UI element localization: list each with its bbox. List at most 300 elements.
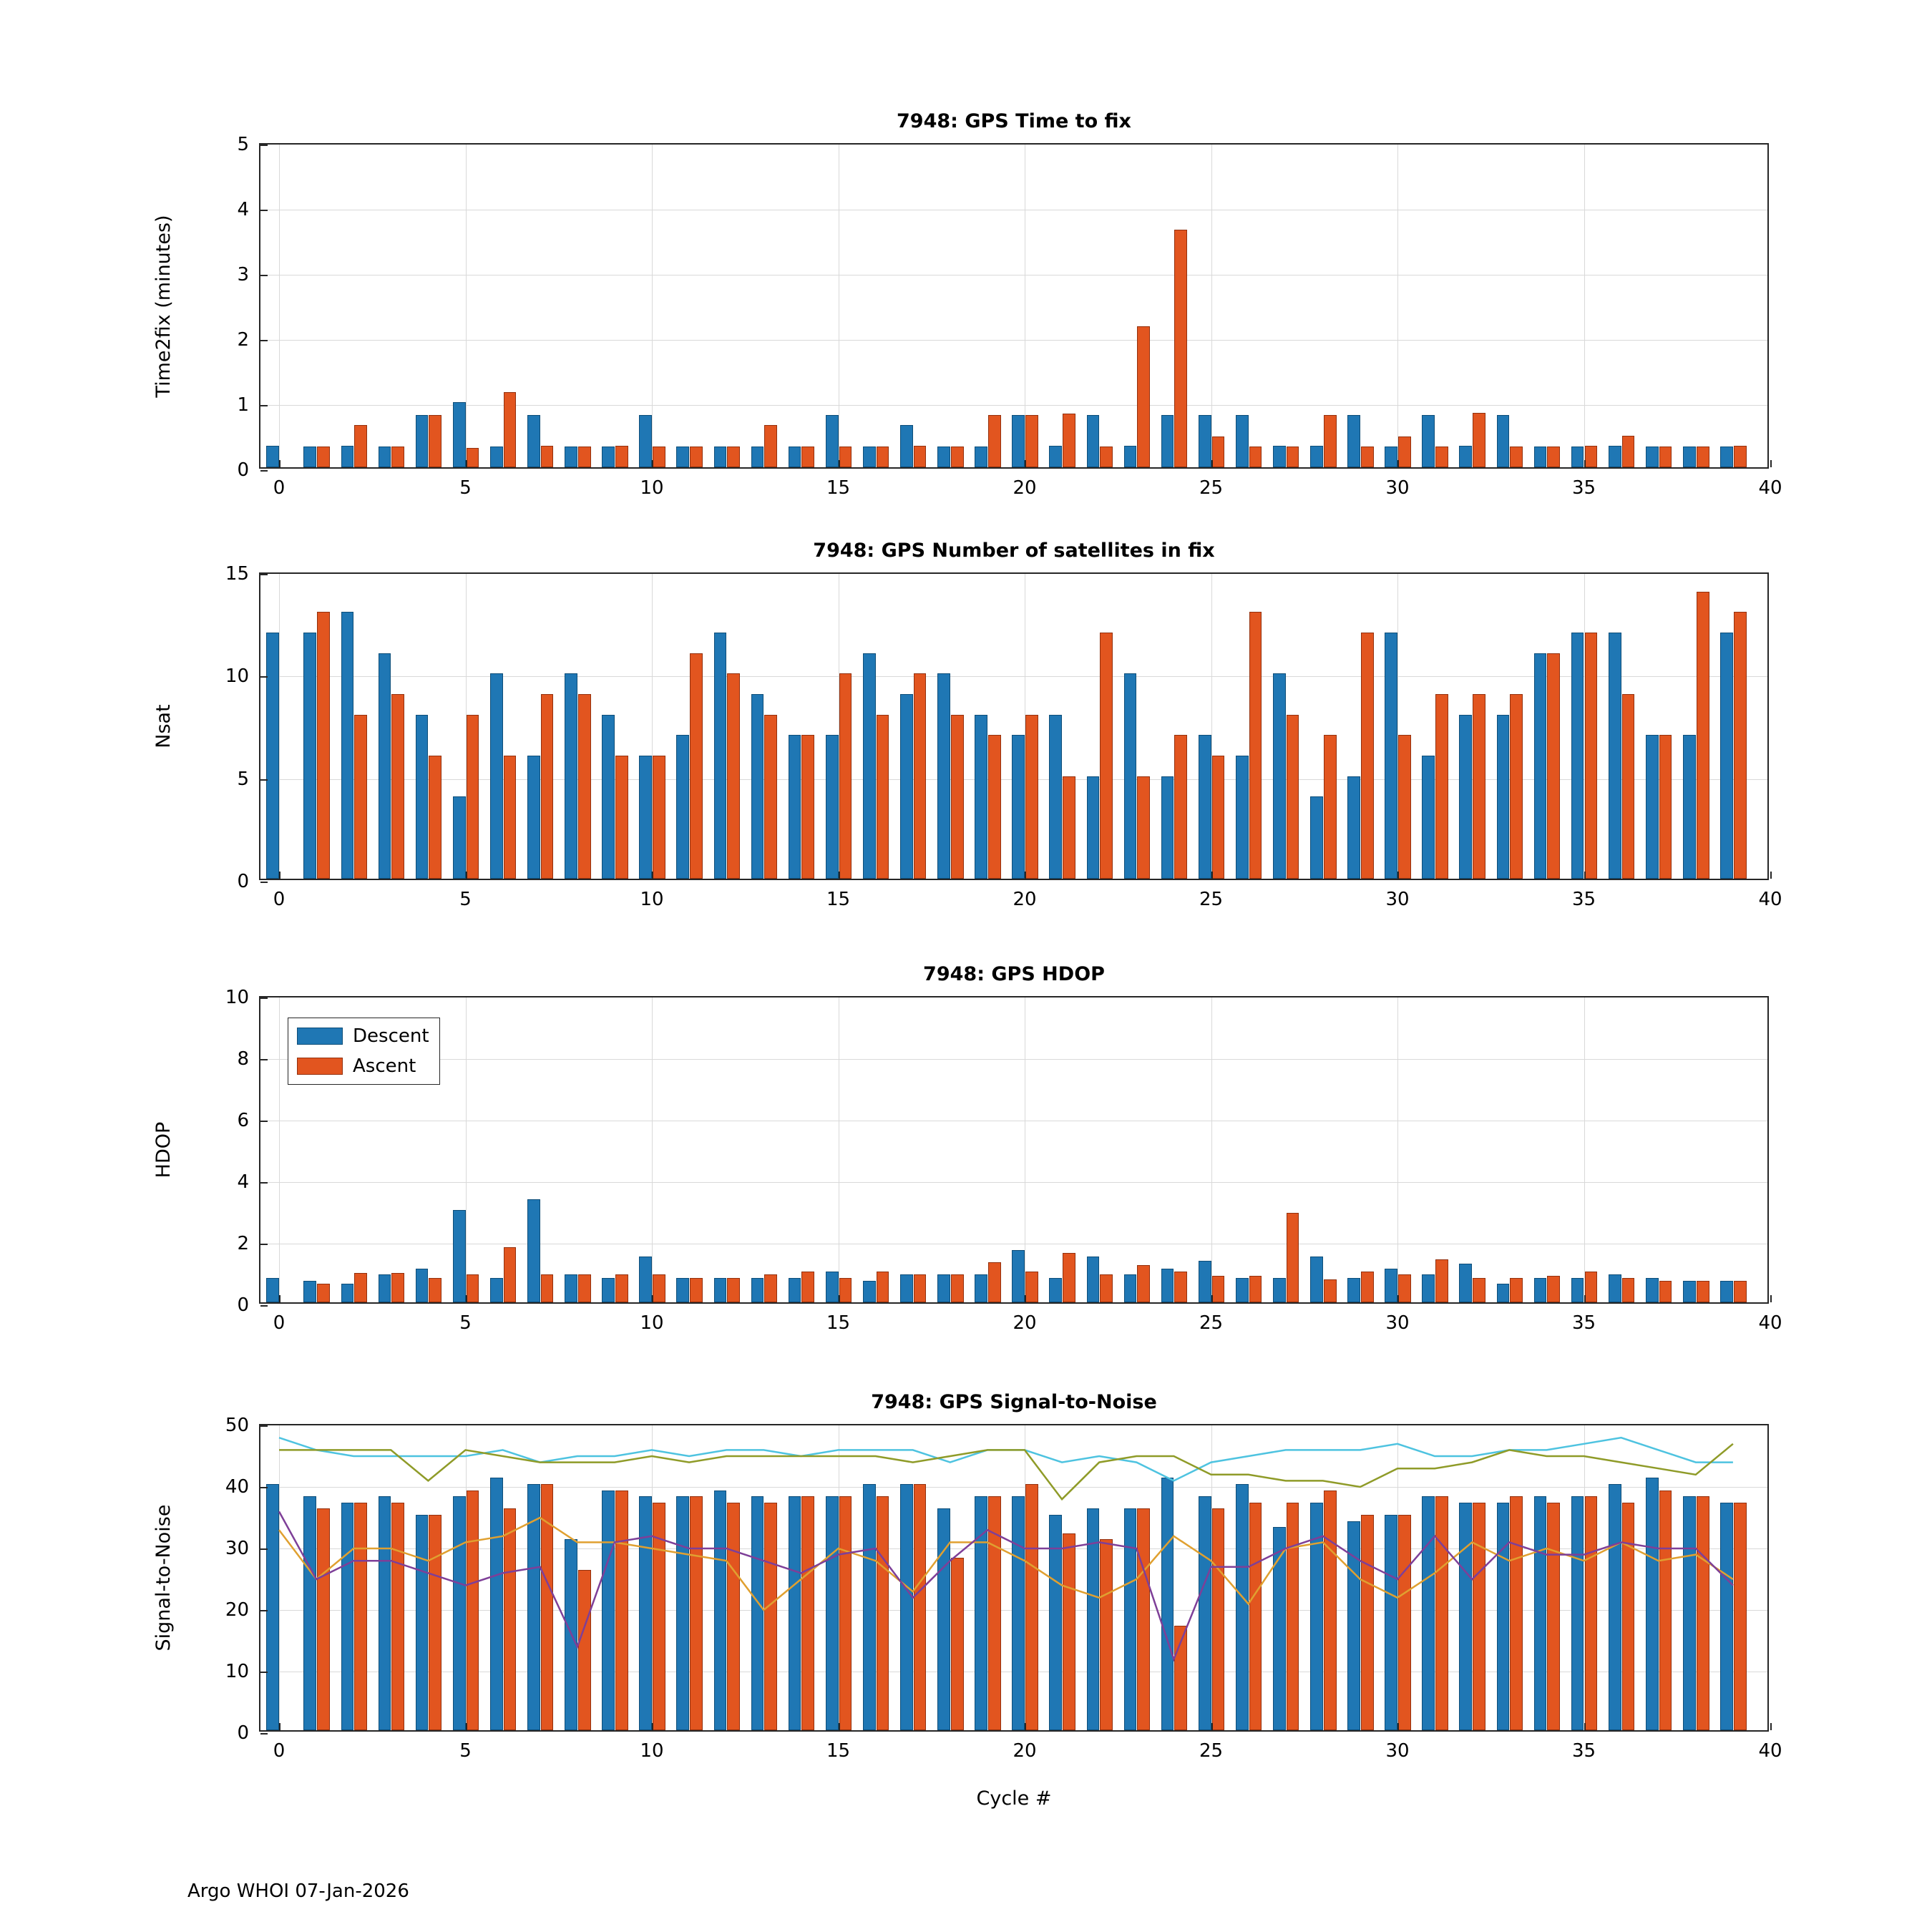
snr-line-overlay [260, 1425, 1770, 1733]
bar-descent [303, 633, 316, 879]
bar-ascent [1137, 1265, 1150, 1302]
snr-line-olive [279, 1444, 1733, 1499]
bar-descent [527, 756, 540, 879]
x-tick-label: 20 [1013, 477, 1037, 499]
bar-descent [639, 1257, 652, 1303]
x-tickmark [279, 460, 280, 467]
x-tick-label: 0 [273, 889, 286, 910]
legend-swatch-ascent [297, 1058, 343, 1075]
bar-ascent [951, 1274, 964, 1302]
bar-ascent [1249, 612, 1262, 879]
gridline-vertical [466, 997, 467, 1302]
x-tickmark [1584, 1723, 1586, 1730]
bar-ascent [615, 1274, 628, 1302]
y-tickmark [260, 1121, 268, 1122]
chart-panel-hdop [152, 963, 1782, 1334]
bar-ascent [1212, 756, 1225, 879]
x-tickmark [1584, 1295, 1586, 1302]
bar-ascent [1137, 776, 1150, 879]
bar-descent [1199, 1261, 1211, 1302]
bar-ascent [1249, 1276, 1262, 1302]
bar-ascent [1287, 447, 1299, 467]
bar-descent [1087, 415, 1100, 467]
plot-axes [225, 1415, 1782, 1762]
x-tickmark [1397, 1295, 1399, 1302]
bar-descent [826, 415, 839, 467]
bar-descent [1646, 447, 1659, 467]
bar-descent [639, 415, 652, 467]
bar-ascent [690, 447, 703, 467]
x-tickmark [1770, 1723, 1772, 1730]
bar-descent [1683, 735, 1696, 879]
bar-ascent [615, 446, 628, 467]
bar-ascent [504, 392, 517, 467]
bar-descent [676, 1278, 689, 1302]
y-axis-label: Nsat [152, 704, 175, 748]
x-tickmark [652, 460, 653, 467]
y-tick-label: 2 [237, 1233, 249, 1254]
x-tickmark [466, 1295, 467, 1302]
bar-ascent [764, 425, 777, 467]
bar-ascent [504, 1247, 517, 1302]
bar-ascent [1398, 1274, 1411, 1302]
x-tick-label: 20 [1013, 1312, 1037, 1334]
bar-descent [527, 1199, 540, 1302]
bar-descent [1161, 776, 1174, 879]
y-tickmark [260, 1244, 268, 1245]
x-tickmark [839, 1295, 840, 1302]
bar-descent [565, 447, 577, 467]
bar-descent [1236, 1278, 1249, 1302]
bar-descent [1087, 776, 1100, 879]
bar-descent [1347, 776, 1360, 879]
x-tick-label: 25 [1199, 477, 1224, 499]
bar-descent [565, 1274, 577, 1302]
bar-ascent [354, 715, 367, 879]
bar-ascent [615, 756, 628, 879]
y-tickmark [260, 1182, 268, 1184]
x-tickmark [1584, 872, 1586, 879]
bar-ascent [1324, 1279, 1337, 1302]
bar-descent [1609, 446, 1621, 467]
bar-descent [565, 673, 577, 879]
bar-ascent [1287, 715, 1299, 879]
bar-ascent [354, 425, 367, 467]
plot-title: 7948: GPS Number of satellites in fix [813, 540, 1215, 562]
bar-ascent [1137, 326, 1150, 467]
bar-descent [751, 447, 764, 467]
bar-ascent [1361, 447, 1374, 467]
bar-ascent [467, 1274, 479, 1302]
bar-ascent [1734, 446, 1747, 467]
bar-ascent [727, 673, 740, 879]
bar-ascent [391, 1273, 404, 1302]
y-tickmark [260, 1733, 268, 1735]
bar-ascent [1063, 414, 1075, 467]
bar-descent [1422, 756, 1435, 879]
bar-ascent [1212, 1276, 1225, 1302]
x-tickmark [1584, 460, 1586, 467]
bar-ascent [1324, 735, 1337, 879]
bar-ascent [1510, 447, 1523, 467]
bar-ascent [727, 447, 740, 467]
y-tickmark [260, 882, 268, 883]
bar-descent [1459, 446, 1472, 467]
bar-ascent [801, 447, 814, 467]
x-tickmark [652, 872, 653, 879]
x-tickmark [1397, 460, 1399, 467]
bar-descent [1459, 1264, 1472, 1302]
bar-descent [1161, 415, 1174, 467]
bar-descent [602, 1278, 615, 1302]
y-tick-label: 3 [237, 264, 249, 286]
y-tickmark [260, 470, 268, 472]
y-tickmark [260, 210, 268, 211]
y-tick-label: 5 [237, 134, 249, 155]
bar-ascent [1398, 735, 1411, 879]
bar-ascent [877, 715, 889, 879]
bar-descent [453, 402, 466, 467]
plot-title: 7948: GPS Time to fix [897, 110, 1131, 132]
x-tickmark [839, 872, 840, 879]
gridline-horizontal [260, 1059, 1767, 1060]
bar-descent [1534, 653, 1547, 879]
bar-ascent [317, 1284, 330, 1302]
y-tickmark [260, 145, 268, 146]
bar-descent [1534, 1278, 1547, 1302]
x-tick-label: 40 [1758, 1740, 1782, 1762]
y-tick-label: 5 [237, 768, 249, 790]
x-tickmark [1211, 460, 1213, 467]
x-tickmark [466, 872, 467, 879]
bar-descent [1347, 1278, 1360, 1302]
bar-ascent [1435, 447, 1448, 467]
bar-descent [1049, 715, 1062, 879]
bar-ascent [801, 1272, 814, 1302]
gridline-vertical [1211, 145, 1212, 467]
y-tickmark [260, 779, 268, 781]
bar-ascent [1100, 447, 1113, 467]
x-tickmark [1211, 1723, 1213, 1730]
y-tick-label: 10 [225, 665, 249, 688]
bar-descent [863, 653, 876, 879]
y-tick-label: 20 [225, 1599, 249, 1621]
y-tickmark [260, 1672, 268, 1673]
bar-ascent [541, 1274, 554, 1302]
snr-line-cyan [279, 1438, 1733, 1480]
x-tick-label: 15 [826, 1312, 851, 1334]
bar-descent [751, 694, 764, 879]
x-tickmark [839, 460, 840, 467]
x-tick-label: 25 [1199, 1312, 1224, 1334]
x-tickmark [1025, 1295, 1026, 1302]
x-tickmark [652, 1295, 653, 1302]
bar-descent [789, 1278, 801, 1302]
bar-ascent [391, 447, 404, 467]
bar-descent [863, 1281, 876, 1302]
bar-descent [714, 447, 727, 467]
chart-panel-time-to-fix [152, 110, 1782, 499]
bar-descent [937, 673, 950, 879]
bar-descent [527, 415, 540, 467]
y-tickmark [260, 340, 268, 341]
bar-descent [639, 756, 652, 879]
y-tick-label: 1 [237, 394, 249, 416]
bar-descent [602, 715, 615, 879]
legend-label-ascent: Ascent [353, 1055, 416, 1077]
bar-descent [266, 633, 279, 879]
y-tickmark [260, 1548, 268, 1550]
x-tick-label: 35 [1571, 1312, 1596, 1334]
y-tick-label: 15 [225, 563, 249, 585]
bar-ascent [467, 715, 479, 879]
y-tick-label: 30 [225, 1538, 249, 1559]
bar-descent [1310, 446, 1323, 467]
x-tick-label: 10 [640, 1740, 664, 1762]
bar-ascent [578, 694, 591, 879]
bar-ascent [653, 447, 665, 467]
y-axis-label: Time2fix (minutes) [152, 214, 175, 398]
bar-descent [379, 653, 391, 879]
plot-title: 7948: GPS HDOP [923, 963, 1105, 985]
bar-ascent [690, 653, 703, 879]
y-tickmark [260, 1305, 268, 1307]
bar-descent [826, 735, 839, 879]
snr-line-purple [279, 1511, 1733, 1659]
bar-ascent [429, 756, 441, 879]
bar-descent [676, 447, 689, 467]
bar-descent [1012, 735, 1025, 879]
bar-ascent [690, 1278, 703, 1302]
bar-ascent [429, 1278, 441, 1302]
x-tickmark [466, 460, 467, 467]
legend-item-descent [297, 1025, 429, 1047]
bar-descent [1571, 1278, 1584, 1302]
x-tick-label: 15 [826, 477, 851, 499]
bar-descent [416, 1269, 429, 1302]
bar-ascent [877, 1272, 889, 1302]
bar-ascent [1174, 735, 1187, 879]
bar-ascent [504, 756, 517, 879]
bar-ascent [1361, 1272, 1374, 1302]
bar-descent [1347, 415, 1360, 467]
bar-descent [1683, 1281, 1696, 1302]
bar-ascent [1585, 446, 1598, 467]
bar-descent [379, 447, 391, 467]
x-tick-label: 30 [1385, 1312, 1410, 1334]
x-tick-label: 5 [459, 1312, 472, 1334]
gridline-horizontal [260, 340, 1767, 341]
x-tick-label: 40 [1758, 1312, 1782, 1334]
x-tickmark [1770, 1295, 1772, 1302]
bar-ascent [1659, 735, 1672, 879]
bar-descent [789, 447, 801, 467]
bar-descent [751, 1278, 764, 1302]
bar-ascent [1622, 436, 1635, 467]
y-tickmark [260, 1610, 268, 1611]
bar-descent [1422, 1274, 1435, 1302]
x-tickmark [652, 1723, 653, 1730]
bar-descent [490, 447, 503, 467]
y-tick-label: 4 [237, 1171, 249, 1193]
bar-ascent [1697, 1281, 1709, 1302]
x-tick-label: 40 [1758, 889, 1782, 910]
bar-descent [789, 735, 801, 879]
x-tickmark [1770, 872, 1772, 879]
x-tickmark [1211, 1295, 1213, 1302]
bar-descent [1646, 735, 1659, 879]
plot-axes [225, 563, 1782, 910]
gridline-vertical [1584, 145, 1585, 467]
x-tick-label: 15 [826, 1740, 851, 1762]
bar-ascent [1174, 1272, 1187, 1302]
bar-descent [266, 1278, 279, 1302]
bar-ascent [1435, 1259, 1448, 1302]
y-tickmark [260, 1425, 268, 1427]
bar-ascent [1697, 447, 1709, 467]
x-tickmark [279, 872, 280, 879]
bar-ascent [578, 447, 591, 467]
bar-ascent [1659, 447, 1672, 467]
gridline-vertical [652, 997, 653, 1302]
gridline-vertical [279, 574, 280, 879]
bar-descent [975, 715, 987, 879]
x-tick-label: 20 [1013, 1740, 1037, 1762]
gridline-vertical [279, 997, 280, 1302]
bar-descent [341, 1284, 354, 1302]
bar-ascent [1324, 415, 1337, 467]
bar-descent [1199, 735, 1211, 879]
bar-descent [1273, 1278, 1286, 1302]
footer-credit: Argo WHOI 07-Jan-2026 [187, 1880, 409, 1902]
bar-descent [676, 735, 689, 879]
y-tick-label: 8 [237, 1048, 249, 1070]
x-tick-label: 0 [273, 1312, 286, 1334]
bar-ascent [914, 673, 927, 879]
x-tickmark [1397, 872, 1399, 879]
bar-descent [303, 1281, 316, 1302]
bar-descent [1720, 1281, 1733, 1302]
bar-ascent [988, 415, 1001, 467]
y-tick-label: 0 [237, 459, 249, 481]
bar-ascent [1547, 653, 1560, 879]
y-tickmark [260, 997, 268, 999]
y-tick-label: 6 [237, 1110, 249, 1131]
x-tickmark [1025, 1723, 1026, 1730]
gridline-vertical [279, 145, 280, 467]
bar-ascent [1361, 633, 1374, 879]
bar-descent [714, 1278, 727, 1302]
bar-ascent [1249, 447, 1262, 467]
x-tickmark [1397, 1723, 1399, 1730]
x-tickmark [1025, 872, 1026, 879]
bar-descent [1199, 415, 1211, 467]
bar-descent [1273, 446, 1286, 467]
bar-descent [1720, 633, 1733, 879]
bar-descent [1385, 1269, 1397, 1302]
x-tick-label: 10 [640, 477, 664, 499]
x-tickmark [839, 1723, 840, 1730]
bar-descent [1087, 1257, 1100, 1303]
bar-descent [1497, 715, 1510, 879]
gridline-vertical [1211, 997, 1212, 1302]
bar-ascent [1697, 592, 1709, 879]
bar-ascent [801, 735, 814, 879]
bar-descent [1497, 1284, 1510, 1302]
x-tick-label: 5 [459, 1740, 472, 1762]
legend-swatch-descent [297, 1028, 343, 1045]
bar-ascent [1174, 230, 1187, 467]
x-tick-label: 35 [1571, 889, 1596, 910]
snr-line-orange [279, 1518, 1733, 1610]
x-tickmark [466, 1723, 467, 1730]
bar-descent [1161, 1269, 1174, 1302]
bar-descent [1273, 673, 1286, 879]
y-axis-label: Signal-to-Noise [152, 1504, 175, 1652]
chart-panel-nsat [152, 540, 1782, 910]
bar-descent [1310, 796, 1323, 879]
bar-descent [341, 612, 354, 879]
bar-ascent [764, 715, 777, 879]
bar-descent [1310, 1257, 1323, 1303]
x-tick-label: 40 [1758, 477, 1782, 499]
bar-ascent [354, 1273, 367, 1302]
y-tick-label: 10 [225, 987, 249, 1008]
bar-descent [1534, 447, 1547, 467]
bar-descent [1012, 415, 1025, 467]
bar-descent [900, 425, 913, 467]
bar-descent [714, 633, 727, 879]
x-tickmark [279, 1723, 280, 1730]
bar-descent [1236, 756, 1249, 879]
bar-descent [1609, 1274, 1621, 1302]
y-tickmark [260, 1487, 268, 1488]
x-tick-label: 25 [1199, 1740, 1224, 1762]
gridline-vertical [652, 145, 653, 467]
bar-ascent [988, 735, 1001, 879]
x-tick-label: 5 [459, 889, 472, 910]
bar-descent [937, 1274, 950, 1302]
bar-ascent [914, 1274, 927, 1302]
gridline-vertical [1584, 997, 1585, 1302]
bar-descent [937, 447, 950, 467]
bar-descent [900, 694, 913, 879]
bar-ascent [1510, 694, 1523, 879]
bar-ascent [839, 1278, 852, 1302]
x-tickmark [1211, 872, 1213, 879]
bar-ascent [1734, 612, 1747, 879]
bar-ascent [1659, 1281, 1672, 1302]
legend-item-ascent [297, 1055, 429, 1077]
y-tickmark [260, 275, 268, 276]
bar-descent [975, 1274, 987, 1302]
bar-ascent [1212, 436, 1225, 467]
bar-descent [1422, 415, 1435, 467]
bar-descent [1049, 1278, 1062, 1302]
x-tick-label: 30 [1385, 889, 1410, 910]
bar-descent [416, 415, 429, 467]
bar-ascent [1025, 415, 1038, 467]
bar-ascent [653, 756, 665, 879]
bar-ascent [727, 1278, 740, 1302]
bar-descent [1571, 633, 1584, 879]
bar-ascent [1585, 633, 1598, 879]
x-tick-label: 30 [1385, 477, 1410, 499]
bar-descent [1124, 446, 1137, 467]
y-tick-label: 40 [225, 1476, 249, 1498]
bar-descent [1459, 715, 1472, 879]
bar-descent [490, 1278, 503, 1302]
